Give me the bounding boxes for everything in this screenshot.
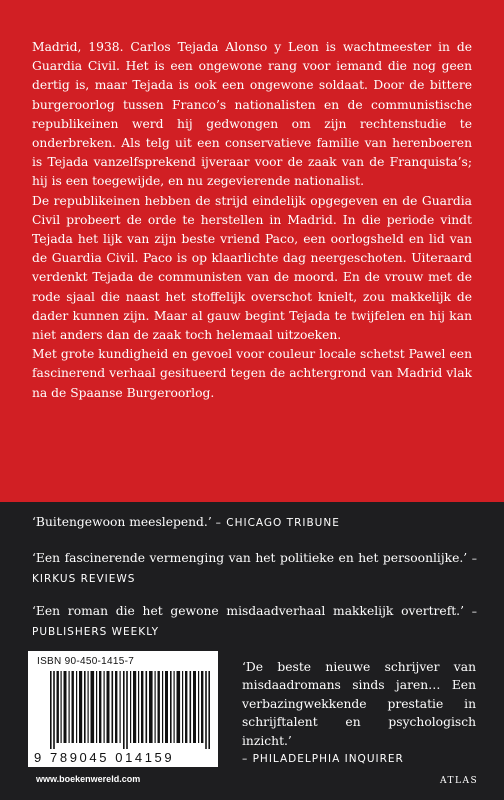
barcode-icon	[50, 671, 210, 749]
quote-source: – CHICAGO TRIBUNE	[215, 517, 340, 529]
quote-text: ‘Een roman die het gewone misdaadverhaal makkelijk overtreft.’	[32, 604, 465, 618]
review-quote	[242, 658, 476, 768]
review-quote	[32, 549, 478, 588]
website-url: www.boekenwereld.com	[36, 774, 141, 784]
review-quote	[32, 602, 478, 641]
publisher-name: ATLAS	[440, 776, 479, 786]
quote-source: – KIRKUS REVIEWS	[32, 553, 478, 585]
blurb-paragraph-2: De republikeinen hebben de strijd eindelijk opgegeven en de Guardia Civil probeert de orde te herstellen in Madrid. In die periode vindt Tejada het lijk van zijn beste vriend Paco, een oorlogsheld en lid van de Guardia Civil. Paco is op klaarlichte dag neergeschoten. Uiteraard verdenkt Tejada de communisten van de moord. En de vrouw met de rode sjaal die naast het stoffelijk overschot knielt, zou makkelijk de dader kunnen zijn. Maar al gauw begint Tejada te twijfelen en hij kan niet anders dan de zaak toch helemaal uitzoeken.	[32, 193, 472, 343]
quote-source: – PHILADELPHIA INQUIRER	[242, 753, 404, 766]
blurb-text	[32, 38, 472, 403]
review-quote	[32, 513, 478, 533]
isbn-label: ISBN 90-450-1415-7	[37, 656, 135, 667]
blurb-paragraph-1: Madrid, 1938. Carlos Tejada Alonso y Leon is wachtmeester in de Guardia Civil. Het is een ongewone rang voor iemand die nog geen dertig is, maar Tejada is ook een ongewone soldaat. Door de bittere burgeroorlog tussen Franco’s nationalisten en de communistische republikeinen werd hij gedwongen om zijn rechtenstudie te onderbreken. Als telg uit een conservatieve familie van herenboeren is Tejada vanzelfsprekend ijveraar voor de zaak van de Franquista’s; hij is een toegewijde, en nu zegevierende nationalist.	[32, 40, 472, 189]
quote-text: ‘De beste nieuwe schrijver van misdaadromans sinds jaren… Een verbazingwekkende prestatie in schrijftalent en psychologisch inzicht.’	[242, 660, 476, 748]
barcode-number: 9 789045 014159	[34, 750, 175, 765]
barcode-box	[28, 651, 218, 767]
quote-text: ‘Buitengewoon meeslepend.’	[32, 515, 212, 529]
quote-text: ‘Een fascinerende vermenging van het politieke en het persoonlijke.’	[32, 551, 468, 565]
quote-source: – PUBLISHERS WEEKLY	[32, 606, 478, 638]
blurb-paragraph-3: Met grote kundigheid en gevoel voor couleur locale schetst Pawel een fascinerend verhaal gesitueerd tegen de achtergrond van Madrid vlak na de Spaanse Burgeroorlog.	[32, 347, 472, 400]
